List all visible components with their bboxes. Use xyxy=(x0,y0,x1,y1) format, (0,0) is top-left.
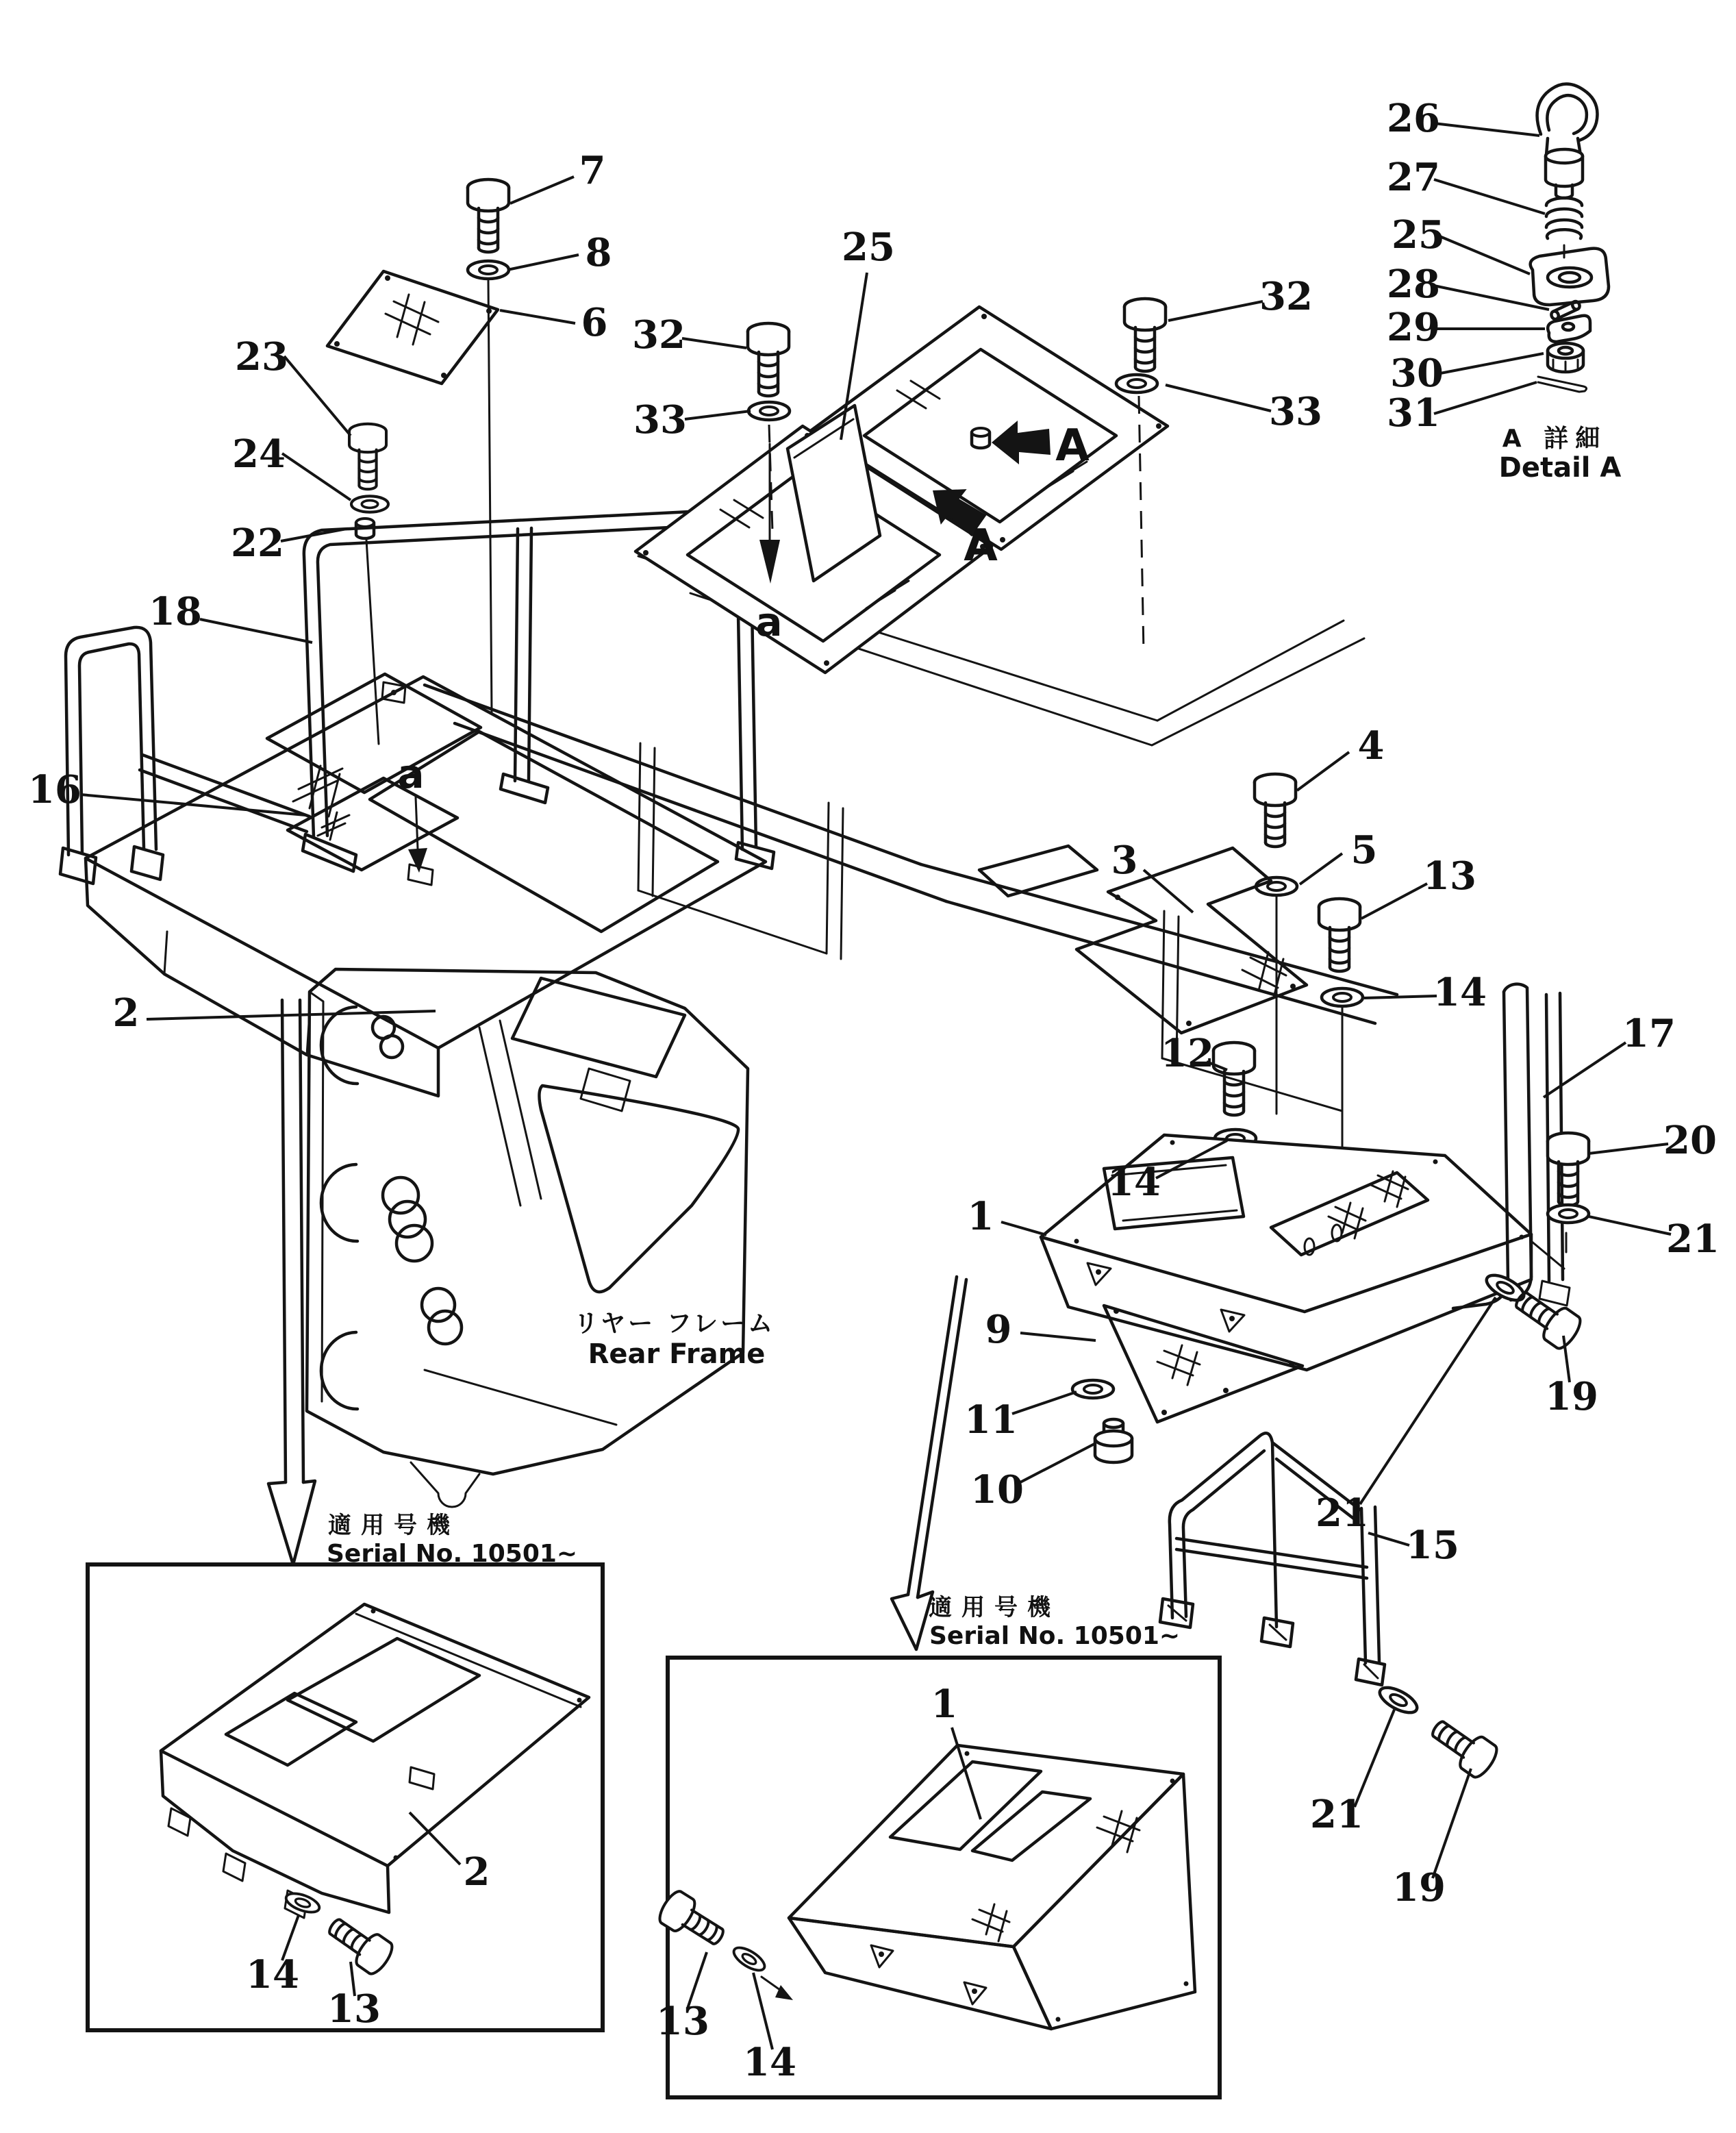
cover-plates-drawing xyxy=(408,299,1168,873)
callout-17-28: 17 xyxy=(1622,1011,1676,1056)
serial-note-right-en: Serial No. 10501~ xyxy=(929,1622,1181,1650)
leader-line-33-11 xyxy=(685,411,751,419)
leader-line-13-24 xyxy=(1361,884,1427,919)
leader-line-14-25 xyxy=(1364,996,1437,998)
leader-line-5-22 xyxy=(1300,853,1342,884)
view-letter-A-0: A xyxy=(1055,421,1090,471)
leader-line-32-10 xyxy=(682,338,746,348)
detail-a-parts-drawing xyxy=(1531,84,1609,392)
bolt-19-lower-drawing xyxy=(1376,1682,1501,1781)
bolt-7-drawing xyxy=(468,179,509,712)
rear-frame-label-en: Rear Frame xyxy=(588,1338,766,1370)
callout-23-3: 23 xyxy=(235,334,288,379)
callout-21-38: 21 xyxy=(1310,1792,1363,1837)
leader-line-10-34 xyxy=(1018,1444,1094,1484)
plate-6-drawing xyxy=(327,271,498,384)
leader-line-1-31 xyxy=(1001,1222,1046,1235)
leader-line-7-0 xyxy=(510,177,574,203)
view-letter-a-2: a xyxy=(755,599,783,645)
callout-13-44: 13 xyxy=(656,1999,709,2044)
callout-20-29: 20 xyxy=(1663,1118,1717,1163)
callout-14-41: 14 xyxy=(246,1952,299,1997)
callout-22-5: 22 xyxy=(231,521,284,566)
leader-line-6-2 xyxy=(500,310,575,323)
leader-line-31-20 xyxy=(1434,382,1537,414)
detail-a-label-en: Detail A xyxy=(1498,452,1622,484)
leader-line-23-3 xyxy=(284,356,351,436)
rear-frame-drawing xyxy=(307,969,748,1507)
callout-29-18: 29 xyxy=(1387,305,1440,350)
callout-15-37: 15 xyxy=(1406,1523,1459,1568)
leader-line-21-30 xyxy=(1589,1217,1671,1234)
leader-line-1-43 xyxy=(952,1727,981,1819)
handrail-16-drawing xyxy=(60,627,310,884)
callout-32-12: 32 xyxy=(1259,274,1313,319)
leader-line-19-39 xyxy=(1433,1769,1471,1878)
detail-a-label-jp: A 詳細 xyxy=(1502,425,1607,453)
inset-box-left xyxy=(88,1564,603,2030)
callout-16-7: 16 xyxy=(28,767,81,812)
leader-line-2-8 xyxy=(147,1011,436,1019)
callout-18-6: 18 xyxy=(149,589,202,634)
callout-24-4: 24 xyxy=(232,432,286,477)
machinery-line-art xyxy=(60,84,1609,2097)
callout-14-27: 14 xyxy=(1107,1160,1161,1205)
callout-13-24: 13 xyxy=(1423,853,1476,899)
leader-line-17-28 xyxy=(1544,1043,1626,1097)
leader-line-24-4 xyxy=(282,453,351,500)
callout-30-19: 30 xyxy=(1390,351,1444,396)
serial-note-left-jp: 適用号機 xyxy=(328,1512,460,1539)
callout-28-17: 28 xyxy=(1387,262,1440,307)
leader-line-33-13 xyxy=(1166,385,1271,411)
platform-deck-drawing xyxy=(86,674,766,1096)
callout-6-2: 6 xyxy=(581,300,608,345)
callout-19-35: 19 xyxy=(1545,1374,1598,1419)
leader-line-8-1 xyxy=(507,255,579,270)
callout-11-33: 11 xyxy=(964,1397,1018,1443)
leader-line-4-21 xyxy=(1297,752,1349,790)
callout-2-40: 2 xyxy=(463,1849,490,1895)
callout-7-0: 7 xyxy=(579,148,606,193)
leader-line-14-45 xyxy=(753,1973,772,2049)
view-letter-a-3: a xyxy=(397,751,425,797)
callout-25-16: 25 xyxy=(1392,212,1445,258)
callout-10-34: 10 xyxy=(970,1467,1024,1512)
callout-31-20: 31 xyxy=(1387,390,1440,436)
callout-21-36: 21 xyxy=(1316,1490,1369,1536)
leader-line-22-5 xyxy=(281,529,347,541)
leader-line-32-12 xyxy=(1168,301,1263,321)
leader-line-11-33 xyxy=(1012,1392,1077,1414)
serial-note-left-en: Serial No. 10501~ xyxy=(327,1540,578,1568)
callout-1-43: 1 xyxy=(931,1682,958,1727)
callout-1-31: 1 xyxy=(967,1194,994,1239)
callout-9-32: 9 xyxy=(985,1307,1012,1352)
bolt-20-drawing xyxy=(1548,1133,1589,1223)
callout-3-23: 3 xyxy=(1111,838,1138,883)
callout-27-15: 27 xyxy=(1387,155,1440,200)
bolt-19-upper-drawing xyxy=(1483,1270,1585,1352)
callout-14-45: 14 xyxy=(743,2040,796,2085)
leader-line-25-16 xyxy=(1438,236,1530,274)
callout-5-22: 5 xyxy=(1350,827,1378,873)
leader-line-3-23 xyxy=(1144,870,1193,912)
rear-frame-label-jp: リヤー フレーム xyxy=(573,1310,776,1338)
callout-33-13: 33 xyxy=(1269,389,1322,434)
callout-33-11: 33 xyxy=(633,397,687,442)
leader-line-18-6 xyxy=(200,619,312,643)
callout-13-42: 13 xyxy=(327,1986,381,2032)
callout-2-8: 2 xyxy=(112,990,140,1036)
leader-line-16-7 xyxy=(81,795,305,815)
callout-32-10: 32 xyxy=(632,312,685,358)
view-letter-A-1: A xyxy=(964,521,998,571)
leader-line-2-40 xyxy=(410,1812,460,1864)
handrail-15-drawing xyxy=(1160,1433,1385,1685)
leader-line-26-14 xyxy=(1434,123,1539,136)
leader-line-20-29 xyxy=(1589,1144,1668,1153)
lattice-beams-drawing xyxy=(425,556,1397,1111)
leader-line-9-32 xyxy=(1020,1333,1096,1340)
leader-line-27-15 xyxy=(1434,179,1545,214)
callout-19-39: 19 xyxy=(1392,1865,1446,1910)
serial-note-right-jp: 適用号機 xyxy=(929,1594,1060,1621)
callout-25-9: 25 xyxy=(842,225,895,270)
callout-4-21: 4 xyxy=(1357,723,1385,769)
callout-12-26: 12 xyxy=(1161,1031,1214,1076)
callout-26-14: 26 xyxy=(1387,96,1440,141)
callout-8-1: 8 xyxy=(585,230,612,275)
leader-line-28-17 xyxy=(1434,286,1549,310)
callout-21-30: 21 xyxy=(1666,1217,1720,1262)
callout-14-25: 14 xyxy=(1433,970,1487,1015)
leader-line-30-19 xyxy=(1437,353,1544,374)
